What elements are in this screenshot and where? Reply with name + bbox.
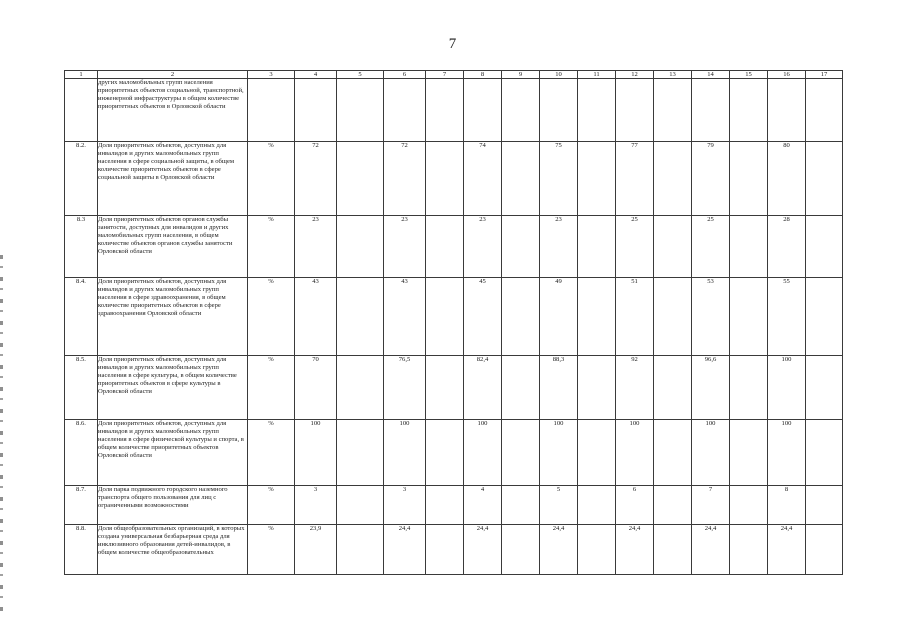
- value-cell-col-11: [578, 278, 616, 356]
- value-cell-col-9: [502, 79, 540, 142]
- column-header-14: 14: [692, 71, 730, 79]
- table-row: [65, 278, 843, 356]
- column-header-6: 6: [384, 71, 426, 79]
- value-cell-col-8: 82,4: [464, 356, 502, 420]
- row-number-cell: [65, 79, 98, 142]
- value-cell-col-10: 23: [540, 216, 578, 278]
- unit-cell: %: [248, 525, 295, 575]
- value-cell-col-5: [337, 79, 384, 142]
- value-cell-col-12: 6: [616, 486, 654, 525]
- column-header-1: 1: [65, 71, 98, 79]
- value-cell-col-13: [654, 525, 692, 575]
- value-cell-col-5: [337, 216, 384, 278]
- value-cell-col-12: 25: [616, 216, 654, 278]
- row-number-cell: 8.8.: [65, 525, 98, 575]
- value-cell-col-4: 23: [295, 216, 337, 278]
- value-cell-col-16: 80: [768, 142, 806, 216]
- value-cell-col-17: [806, 356, 843, 420]
- value-cell-col-7: [426, 525, 464, 575]
- indicator-name-cell: Доля приоритетных объектов органов службы занятости, доступных для инвалидов и других маломобильных групп населения, в общем количестве объектов органов службы занятости Орловской области: [98, 216, 248, 278]
- value-cell-col-15: [730, 142, 768, 216]
- value-cell-col-6: 72: [384, 142, 426, 216]
- value-cell-col-5: [337, 142, 384, 216]
- row-number-cell: 8.3: [65, 216, 98, 278]
- value-cell-col-14: 53: [692, 278, 730, 356]
- indicator-name-cell: Доля приоритетных объектов, доступных для инвалидов и других маломобильных групп населения в сфере социальной защиты, в общем количестве приоритетных объектов в сфере социальной защиты в Орловской области: [98, 142, 248, 216]
- row-number-cell: 8.4.: [65, 278, 98, 356]
- value-cell-col-15: [730, 79, 768, 142]
- value-cell-col-11: [578, 420, 616, 486]
- table-row: [65, 216, 843, 278]
- column-header-17: 17: [806, 71, 843, 79]
- value-cell-col-8: 24,4: [464, 525, 502, 575]
- indicator-name-cell: Доля парка подвижного городского наземного транспорта общего пользования для лиц с ограниченными возможностями: [98, 486, 248, 525]
- value-cell-col-12: 24,4: [616, 525, 654, 575]
- value-cell-col-6: 24,4: [384, 525, 426, 575]
- value-cell-col-11: [578, 216, 616, 278]
- value-cell-col-7: [426, 216, 464, 278]
- value-cell-col-8: 4: [464, 486, 502, 525]
- value-cell-col-5: [337, 356, 384, 420]
- unit-cell: %: [248, 278, 295, 356]
- column-header-10: 10: [540, 71, 578, 79]
- indicator-name-cell: Доля приоритетных объектов, доступных для инвалидов и других маломобильных групп населения в сфере культуры, в общем количестве приоритетных объектов в сфере культуры в Орловской области: [98, 356, 248, 420]
- value-cell-col-14: 96,6: [692, 356, 730, 420]
- indicator-name-cell: Доля общеобразовательных организаций, в которых создана универсальная безбарьерная среда для инклюзивного образования детей-инвалидов, в общем количестве общеобразовательных: [98, 525, 248, 575]
- value-cell-col-5: [337, 278, 384, 356]
- value-cell-col-14: 7: [692, 486, 730, 525]
- value-cell-col-12: 51: [616, 278, 654, 356]
- value-cell-col-9: [502, 216, 540, 278]
- value-cell-col-9: [502, 525, 540, 575]
- unit-cell: %: [248, 486, 295, 525]
- value-cell-col-8: [464, 79, 502, 142]
- value-cell-col-4: 3: [295, 486, 337, 525]
- value-cell-col-6: 3: [384, 486, 426, 525]
- value-cell-col-17: [806, 142, 843, 216]
- indicator-table: [64, 70, 843, 575]
- column-header-8: 8: [464, 71, 502, 79]
- value-cell-col-4: 72: [295, 142, 337, 216]
- value-cell-col-16: 8: [768, 486, 806, 525]
- value-cell-col-8: 45: [464, 278, 502, 356]
- value-cell-col-9: [502, 486, 540, 525]
- value-cell-col-10: 75: [540, 142, 578, 216]
- value-cell-col-11: [578, 356, 616, 420]
- column-header-2: 2: [98, 71, 248, 79]
- table-row: [65, 356, 843, 420]
- indicator-name-cell: других маломобильных групп населения приоритетных объектов социальной, транспортной, инженерной инфраструктуры в общем количестве приоритетных объектов в Орловской области: [98, 79, 248, 142]
- value-cell-col-6: 100: [384, 420, 426, 486]
- value-cell-col-4: 70: [295, 356, 337, 420]
- header-row: [65, 71, 843, 79]
- value-cell-col-11: [578, 142, 616, 216]
- value-cell-col-17: [806, 216, 843, 278]
- value-cell-col-16: 55: [768, 278, 806, 356]
- value-cell-col-5: [337, 420, 384, 486]
- unit-cell: %: [248, 216, 295, 278]
- value-cell-col-4: [295, 79, 337, 142]
- table-row: [65, 486, 843, 525]
- value-cell-col-14: 25: [692, 216, 730, 278]
- value-cell-col-7: [426, 142, 464, 216]
- value-cell-col-14: 79: [692, 142, 730, 216]
- value-cell-col-6: 43: [384, 278, 426, 356]
- unit-cell: [248, 79, 295, 142]
- value-cell-col-4: 43: [295, 278, 337, 356]
- value-cell-col-15: [730, 216, 768, 278]
- value-cell-col-4: 23,9: [295, 525, 337, 575]
- value-cell-col-17: [806, 420, 843, 486]
- value-cell-col-12: [616, 79, 654, 142]
- column-header-5: 5: [337, 71, 384, 79]
- value-cell-col-15: [730, 356, 768, 420]
- value-cell-col-7: [426, 356, 464, 420]
- value-cell-col-5: [337, 525, 384, 575]
- value-cell-col-15: [730, 278, 768, 356]
- value-cell-col-12: 77: [616, 142, 654, 216]
- table-body: [65, 79, 843, 575]
- value-cell-col-7: [426, 486, 464, 525]
- value-cell-col-9: [502, 278, 540, 356]
- value-cell-col-13: [654, 486, 692, 525]
- value-cell-col-7: [426, 278, 464, 356]
- value-cell-col-6: [384, 79, 426, 142]
- value-cell-col-17: [806, 278, 843, 356]
- unit-cell: %: [248, 356, 295, 420]
- value-cell-col-16: 28: [768, 216, 806, 278]
- value-cell-col-6: 76,5: [384, 356, 426, 420]
- value-cell-col-12: 92: [616, 356, 654, 420]
- indicator-name-cell: Доля приоритетных объектов, доступных для инвалидов и других маломобильных групп населения в сфере здравоохранения, в общем количестве приоритетных объектов в сфере здравоохранения Орловской области: [98, 278, 248, 356]
- column-header-7: 7: [426, 71, 464, 79]
- row-number-cell: 8.6.: [65, 420, 98, 486]
- value-cell-col-8: 23: [464, 216, 502, 278]
- value-cell-col-7: [426, 79, 464, 142]
- value-cell-col-10: 88,3: [540, 356, 578, 420]
- value-cell-col-13: [654, 142, 692, 216]
- unit-cell: %: [248, 420, 295, 486]
- column-header-15: 15: [730, 71, 768, 79]
- value-cell-col-9: [502, 356, 540, 420]
- value-cell-col-8: 74: [464, 142, 502, 216]
- column-header-11: 11: [578, 71, 616, 79]
- value-cell-col-13: [654, 420, 692, 486]
- value-cell-col-5: [337, 486, 384, 525]
- value-cell-col-11: [578, 486, 616, 525]
- value-cell-col-13: [654, 356, 692, 420]
- scan-edge-artifact: [0, 255, 3, 615]
- column-header-9: 9: [502, 71, 540, 79]
- value-cell-col-10: 100: [540, 420, 578, 486]
- value-cell-col-11: [578, 525, 616, 575]
- value-cell-col-15: [730, 525, 768, 575]
- indicator-name-cell: Доля приоритетных объектов, доступных для инвалидов и других маломобильных групп населения в сфере физической культуры и спорта, в общем количестве приоритетных объектов Орловской области: [98, 420, 248, 486]
- value-cell-col-4: 100: [295, 420, 337, 486]
- value-cell-col-15: [730, 486, 768, 525]
- value-cell-col-13: [654, 216, 692, 278]
- table-row: [65, 525, 843, 575]
- value-cell-col-11: [578, 79, 616, 142]
- value-cell-col-12: 100: [616, 420, 654, 486]
- column-header-16: 16: [768, 71, 806, 79]
- value-cell-col-14: [692, 79, 730, 142]
- value-cell-col-10: 5: [540, 486, 578, 525]
- column-header-12: 12: [616, 71, 654, 79]
- value-cell-col-16: 24,4: [768, 525, 806, 575]
- row-number-cell: 8.7.: [65, 486, 98, 525]
- value-cell-col-9: [502, 142, 540, 216]
- table-row: [65, 420, 843, 486]
- page-number: 7: [448, 36, 457, 52]
- value-cell-col-8: 100: [464, 420, 502, 486]
- value-cell-col-10: 49: [540, 278, 578, 356]
- value-cell-col-14: 24,4: [692, 525, 730, 575]
- value-cell-col-9: [502, 420, 540, 486]
- column-header-13: 13: [654, 71, 692, 79]
- column-header-4: 4: [295, 71, 337, 79]
- value-cell-col-17: [806, 79, 843, 142]
- value-cell-col-17: [806, 525, 843, 575]
- value-cell-col-10: 24,4: [540, 525, 578, 575]
- value-cell-col-17: [806, 486, 843, 525]
- table-row: [65, 142, 843, 216]
- value-cell-col-16: 100: [768, 356, 806, 420]
- value-cell-col-16: [768, 79, 806, 142]
- row-number-cell: 8.5.: [65, 356, 98, 420]
- value-cell-col-13: [654, 79, 692, 142]
- table-row: [65, 79, 843, 142]
- value-cell-col-16: 100: [768, 420, 806, 486]
- value-cell-col-6: 23: [384, 216, 426, 278]
- value-cell-col-14: 100: [692, 420, 730, 486]
- row-number-cell: 8.2.: [65, 142, 98, 216]
- value-cell-col-10: [540, 79, 578, 142]
- unit-cell: %: [248, 142, 295, 216]
- column-header-3: 3: [248, 71, 295, 79]
- value-cell-col-15: [730, 420, 768, 486]
- value-cell-col-7: [426, 420, 464, 486]
- value-cell-col-13: [654, 278, 692, 356]
